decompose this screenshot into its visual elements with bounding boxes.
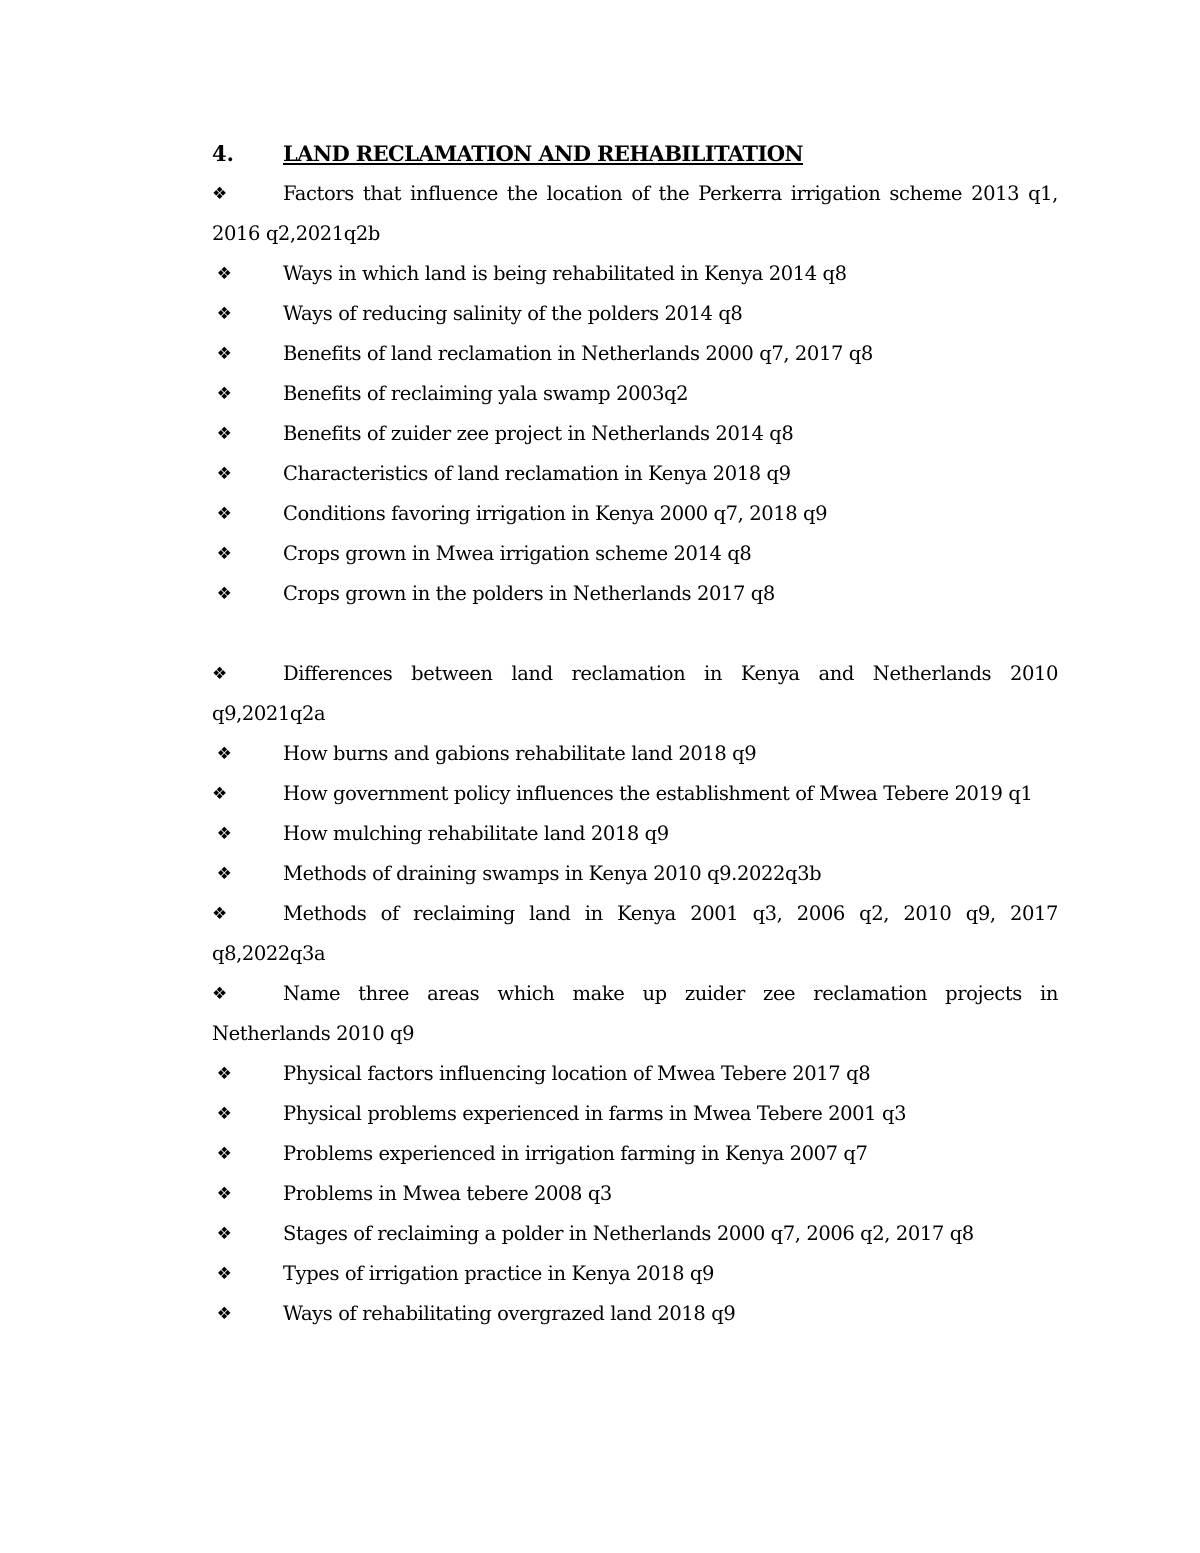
list-item-text: Conditions favoring irrigation in Kenya 2000 q7, 2018 q9 — [283, 502, 828, 525]
bullet-icon: ❖ — [216, 744, 232, 764]
bullet-icon: ❖ — [216, 824, 232, 844]
list-item — [212, 574, 1058, 614]
list-item — [212, 174, 1058, 254]
list-item-text: Ways of reducing salinity of the polders 2014 q8 — [283, 302, 743, 325]
bullet-icon: ❖ — [216, 264, 232, 284]
bullet-icon: ❖ — [216, 384, 232, 404]
list-item-text: Name three areas which make up zuider zee reclamation projects in Netherlands 2010 q9 — [212, 982, 1058, 1045]
list-item-text: How burns and gabions rehabilitate land 2018 q9 — [283, 742, 757, 765]
list-item-text: Benefits of zuider zee project in Netherlands 2014 q8 — [283, 422, 794, 445]
list-item-text: How mulching rehabilitate land 2018 q9 — [283, 822, 669, 845]
list-item-text: Crops grown in the polders in Netherlands 2017 q8 — [283, 582, 775, 605]
section-title: LAND RECLAMATION AND REHABILITATION — [283, 141, 803, 166]
bullet-icon: ❖ — [216, 1264, 232, 1284]
list-item — [212, 1174, 1058, 1214]
list-item-text: Characteristics of land reclamation in Kenya 2018 q9 — [283, 462, 791, 485]
bullet-icon: ❖ — [212, 664, 227, 684]
list-item — [212, 534, 1058, 574]
section-number: 4. — [212, 141, 234, 166]
list-item — [212, 1094, 1058, 1134]
list-item-text: Problems experienced in irrigation farming in Kenya 2007 q7 — [283, 1142, 868, 1165]
list-item — [212, 974, 1058, 1054]
list-item-text: Physical factors influencing location of Mwea Tebere 2017 q8 — [283, 1062, 871, 1085]
list-item — [212, 774, 1058, 814]
list-item-text: Benefits of reclaiming yala swamp 2003q2 — [283, 382, 689, 405]
list-item — [212, 854, 1058, 894]
bullet-icon: ❖ — [216, 544, 232, 564]
bullet-icon: ❖ — [216, 504, 232, 524]
bullet-icon: ❖ — [216, 584, 232, 604]
bullet-icon: ❖ — [212, 984, 227, 1004]
list-item — [212, 1054, 1058, 1094]
list-item-text: Benefits of land reclamation in Netherlands 2000 q7, 2017 q8 — [283, 342, 873, 365]
bullet-icon: ❖ — [216, 1184, 232, 1204]
bullet-icon: ❖ — [216, 304, 232, 324]
list-item-text: Types of irrigation practice in Kenya 2018 q9 — [283, 1262, 714, 1285]
list-item — [212, 1214, 1058, 1254]
list-item — [212, 334, 1058, 374]
list-item-text: Physical problems experienced in farms in Mwea Tebere 2001 q3 — [283, 1102, 907, 1125]
bullet-icon: ❖ — [216, 344, 232, 364]
section-heading — [212, 134, 1058, 174]
list-item — [212, 1294, 1058, 1334]
bullet-icon: ❖ — [216, 1144, 232, 1164]
list-item — [212, 734, 1058, 774]
bullet-icon: ❖ — [212, 184, 227, 204]
list-item — [212, 1254, 1058, 1294]
list-item-text: Crops grown in Mwea irrigation scheme 2014 q8 — [283, 542, 752, 565]
list-item-text: Differences between land reclamation in Kenya and Netherlands 2010 q9,2021q2a — [212, 662, 1058, 725]
list-item-text: How government policy influences the establishment of Mwea Tebere 2019 q1 — [283, 782, 1033, 805]
list-item — [212, 654, 1058, 734]
bullet-icon: ❖ — [216, 1104, 232, 1124]
bullet-icon: ❖ — [216, 424, 232, 444]
list-item-text: Ways in which land is being rehabilitated in Kenya 2014 q8 — [283, 262, 847, 285]
list-item-text: Methods of reclaiming land in Kenya 2001 q3, 2006 q2, 2010 q9, 2017 q8,2022q3a — [212, 902, 1058, 965]
list-item — [212, 414, 1058, 454]
list-item — [212, 894, 1058, 974]
list-item-text: Ways of rehabilitating overgrazed land 2018 q9 — [283, 1302, 736, 1325]
bullet-icon: ❖ — [216, 1224, 232, 1244]
list-item — [212, 294, 1058, 334]
list-item-text: Stages of reclaiming a polder in Netherlands 2000 q7, 2006 q2, 2017 q8 — [283, 1222, 974, 1245]
bullet-icon: ❖ — [212, 904, 227, 924]
list-item — [212, 374, 1058, 414]
list-item — [212, 494, 1058, 534]
list-item-text: Factors that influence the location of the Perkerra irrigation scheme 2013 q1, 2016 q2,2021q2b — [212, 182, 1058, 245]
list-item-text: Methods of draining swamps in Kenya 2010 q9.2022q3b — [283, 862, 822, 885]
bullet-icon: ❖ — [216, 1064, 232, 1084]
list-item — [212, 454, 1058, 494]
document-page — [212, 134, 1058, 1334]
list-item — [212, 1134, 1058, 1174]
list-item — [212, 254, 1058, 294]
bullet-icon: ❖ — [212, 784, 227, 804]
blank-line — [212, 614, 1058, 654]
list-item-text: Problems in Mwea tebere 2008 q3 — [283, 1182, 612, 1205]
bullet-icon: ❖ — [216, 1304, 232, 1324]
bullet-icon: ❖ — [216, 464, 232, 484]
topic-list — [212, 174, 1058, 1334]
list-item — [212, 814, 1058, 854]
bullet-icon: ❖ — [216, 864, 232, 884]
